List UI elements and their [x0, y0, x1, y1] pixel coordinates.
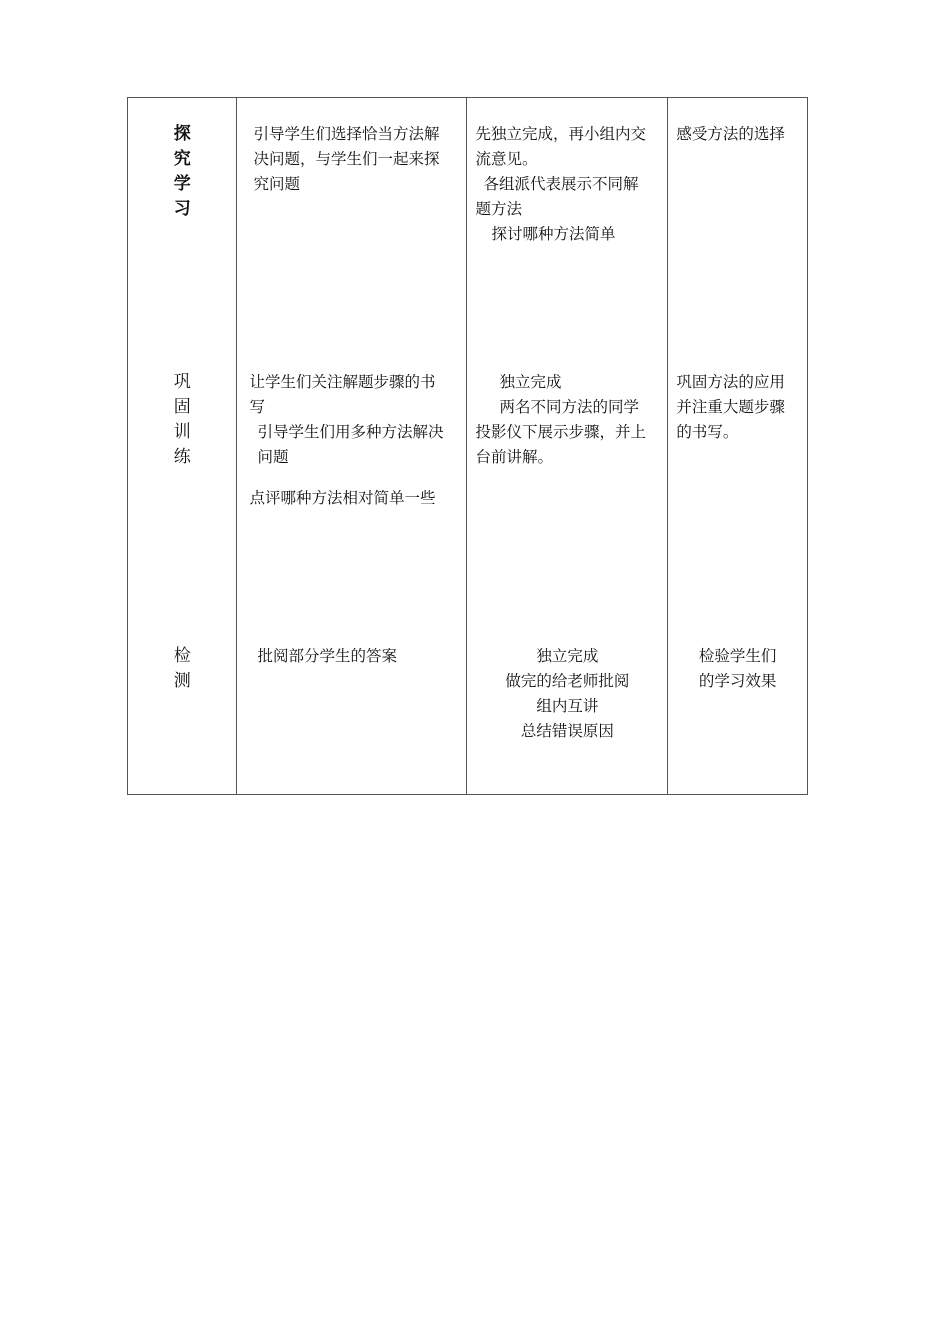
student-test [467, 620, 667, 794]
stage-char: 训 [173, 422, 191, 442]
text-line: 点评哪种方法相对简单一些 [249, 489, 436, 507]
intent-test [668, 620, 807, 794]
teacher-explore [237, 98, 466, 346]
text-line: 组内互讲 [536, 697, 599, 715]
text-line: 写 [249, 398, 265, 416]
intent-explore [668, 98, 807, 346]
text-line: 两名不同方法的同学 [499, 398, 639, 416]
text-line: 决问题，与学生们一起来探 [253, 150, 440, 168]
stage-char: 习 [173, 199, 191, 219]
text-line: 并注重大题步骤 [676, 398, 785, 416]
text-line: 批阅部分学生的答案 [257, 647, 397, 665]
intent-practice [668, 346, 807, 620]
stage-column [128, 98, 237, 795]
student-explore [467, 98, 667, 346]
text-line: 让学生们关注解题步骤的书 [249, 373, 436, 391]
spacer [249, 470, 466, 486]
text-line: 巩固方法的应用 [676, 373, 785, 391]
text-line: 题方法 [475, 200, 522, 218]
student-activity-column [467, 98, 668, 795]
stage-char: 巩 [173, 372, 191, 392]
student-practice [467, 346, 667, 620]
text-line: 的学习效果 [698, 672, 777, 690]
text-line: 台前讲解。 [475, 448, 553, 466]
stage-char: 检 [173, 646, 191, 666]
text-line: 引导学生们选择恰当方法解 [253, 125, 440, 143]
stage-char: 究 [173, 149, 191, 169]
stage-char: 练 [173, 447, 191, 467]
text-line: 引导学生们用多种方法解决 [257, 423, 444, 441]
text-line: 独立完成 [536, 647, 599, 665]
text-line: 的书写。 [676, 423, 739, 441]
text-line: 究问题 [253, 175, 300, 193]
stage-explore [128, 98, 236, 346]
text-line: 投影仪下展示步骤，并上 [475, 423, 646, 441]
design-intent-column [668, 98, 808, 795]
text-line: 做完的给老师批阅 [505, 672, 630, 690]
text-line: 探讨哪种方法简单 [491, 225, 616, 243]
stage-char: 固 [173, 397, 191, 417]
stage-char: 测 [173, 671, 191, 691]
lesson-plan-table [127, 97, 808, 795]
text-line: 各组派代表展示不同解 [483, 175, 639, 193]
stage-practice [128, 346, 236, 620]
table-row [128, 98, 808, 795]
stage-test [128, 620, 236, 794]
stage-char: 探 [173, 124, 191, 144]
text-line: 检验学生们 [698, 647, 777, 665]
text-line: 问题 [257, 448, 289, 466]
text-line: 先独立完成，再小组内交 [475, 125, 646, 143]
text-line: 感受方法的选择 [676, 125, 785, 143]
teacher-activity-column [237, 98, 467, 795]
teacher-practice [237, 346, 466, 620]
stage-char: 学 [173, 174, 191, 194]
text-line: 流意见。 [475, 150, 538, 168]
text-line: 总结错误原因 [520, 722, 614, 740]
teacher-test [237, 620, 466, 794]
text-line: 独立完成 [499, 373, 562, 391]
